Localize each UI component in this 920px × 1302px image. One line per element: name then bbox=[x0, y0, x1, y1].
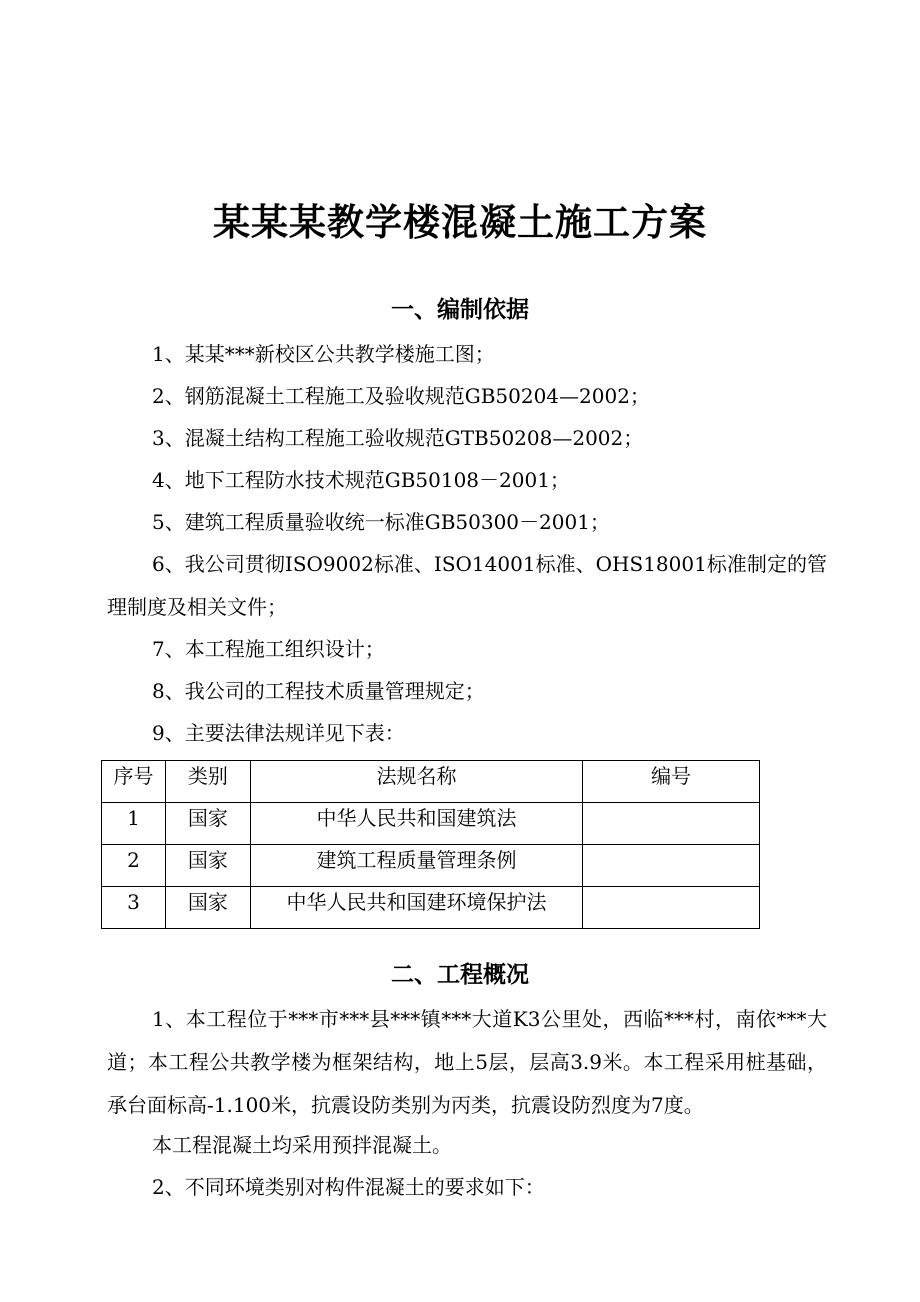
basis-item-3: 3、混凝土结构工程施工验收规范GTB50208—2002； bbox=[152, 426, 644, 450]
cell-category: 国家 bbox=[165, 845, 250, 887]
cell-code bbox=[583, 845, 760, 887]
cell-regulation-name: 建筑工程质量管理条例 bbox=[250, 845, 582, 887]
basis-item-2: 2、钢筋混凝土工程施工及验收规范GB50204—2002； bbox=[152, 384, 650, 408]
section-heading-overview: 二、工程概况 bbox=[391, 961, 529, 988]
cell-category: 国家 bbox=[165, 887, 250, 929]
table-row bbox=[102, 845, 760, 887]
header-cell-category: 类别 bbox=[165, 761, 250, 803]
header-cell-number: 序号 bbox=[102, 761, 166, 803]
basis-item-9: 9、主要法律法规详见下表： bbox=[152, 721, 405, 745]
regulations-table bbox=[101, 760, 760, 929]
table-header-row bbox=[102, 761, 760, 803]
cell-regulation-name: 中华人民共和国建环境保护法 bbox=[250, 887, 582, 929]
cell-regulation-name: 中华人民共和国建筑法 bbox=[250, 803, 582, 845]
header-cell-code: 编号 bbox=[583, 761, 760, 803]
section-heading-basis: 一、编制依据 bbox=[391, 296, 529, 323]
table-row bbox=[102, 803, 760, 845]
cell-category: 国家 bbox=[165, 803, 250, 845]
overview-paragraph-3: 2、不同环境类别对构件混凝土的要求如下： bbox=[152, 1175, 545, 1199]
header-cell-regulation-name: 法规名称 bbox=[250, 761, 582, 803]
cell-code bbox=[583, 803, 760, 845]
cell-number: 3 bbox=[102, 887, 166, 929]
table-row bbox=[102, 887, 760, 929]
basis-item-5: 5、建筑工程质量验收统一标准GB50300－2001； bbox=[152, 510, 610, 534]
overview-paragraph-1: 1、本工程位于***市***县***镇***大道K3公里处，西临***村，南依***大道；本工程公共教学楼为框架结构，地上5层，层高3.9米。本工程采用桩基础，承台面标高-1.100米，抗震设防类别为丙类，抗震设防烈度为7度。 bbox=[107, 1007, 827, 1117]
cell-number: 2 bbox=[102, 845, 166, 887]
cell-code bbox=[583, 887, 760, 929]
basis-item-8: 8、我公司的工程技术质量管理规定； bbox=[152, 679, 485, 703]
basis-item-6: 6、我公司贯彻ISO9002标准、ISO14001标准、OHS18001标准制定的管理制度及相关文件； bbox=[107, 552, 827, 619]
overview-paragraph-2: 本工程混凝土均采用预拌混凝土。 bbox=[152, 1133, 452, 1157]
basis-item-4: 4、地下工程防水技术规范GB50108－2001； bbox=[152, 468, 570, 492]
cell-number: 1 bbox=[102, 803, 166, 845]
basis-item-7: 7、本工程施工组织设计； bbox=[152, 637, 385, 661]
basis-item-1: 1、某某***新校区公共教学楼施工图； bbox=[152, 342, 495, 366]
document-title: 某某某教学楼混凝土施工方案 bbox=[213, 200, 707, 244]
